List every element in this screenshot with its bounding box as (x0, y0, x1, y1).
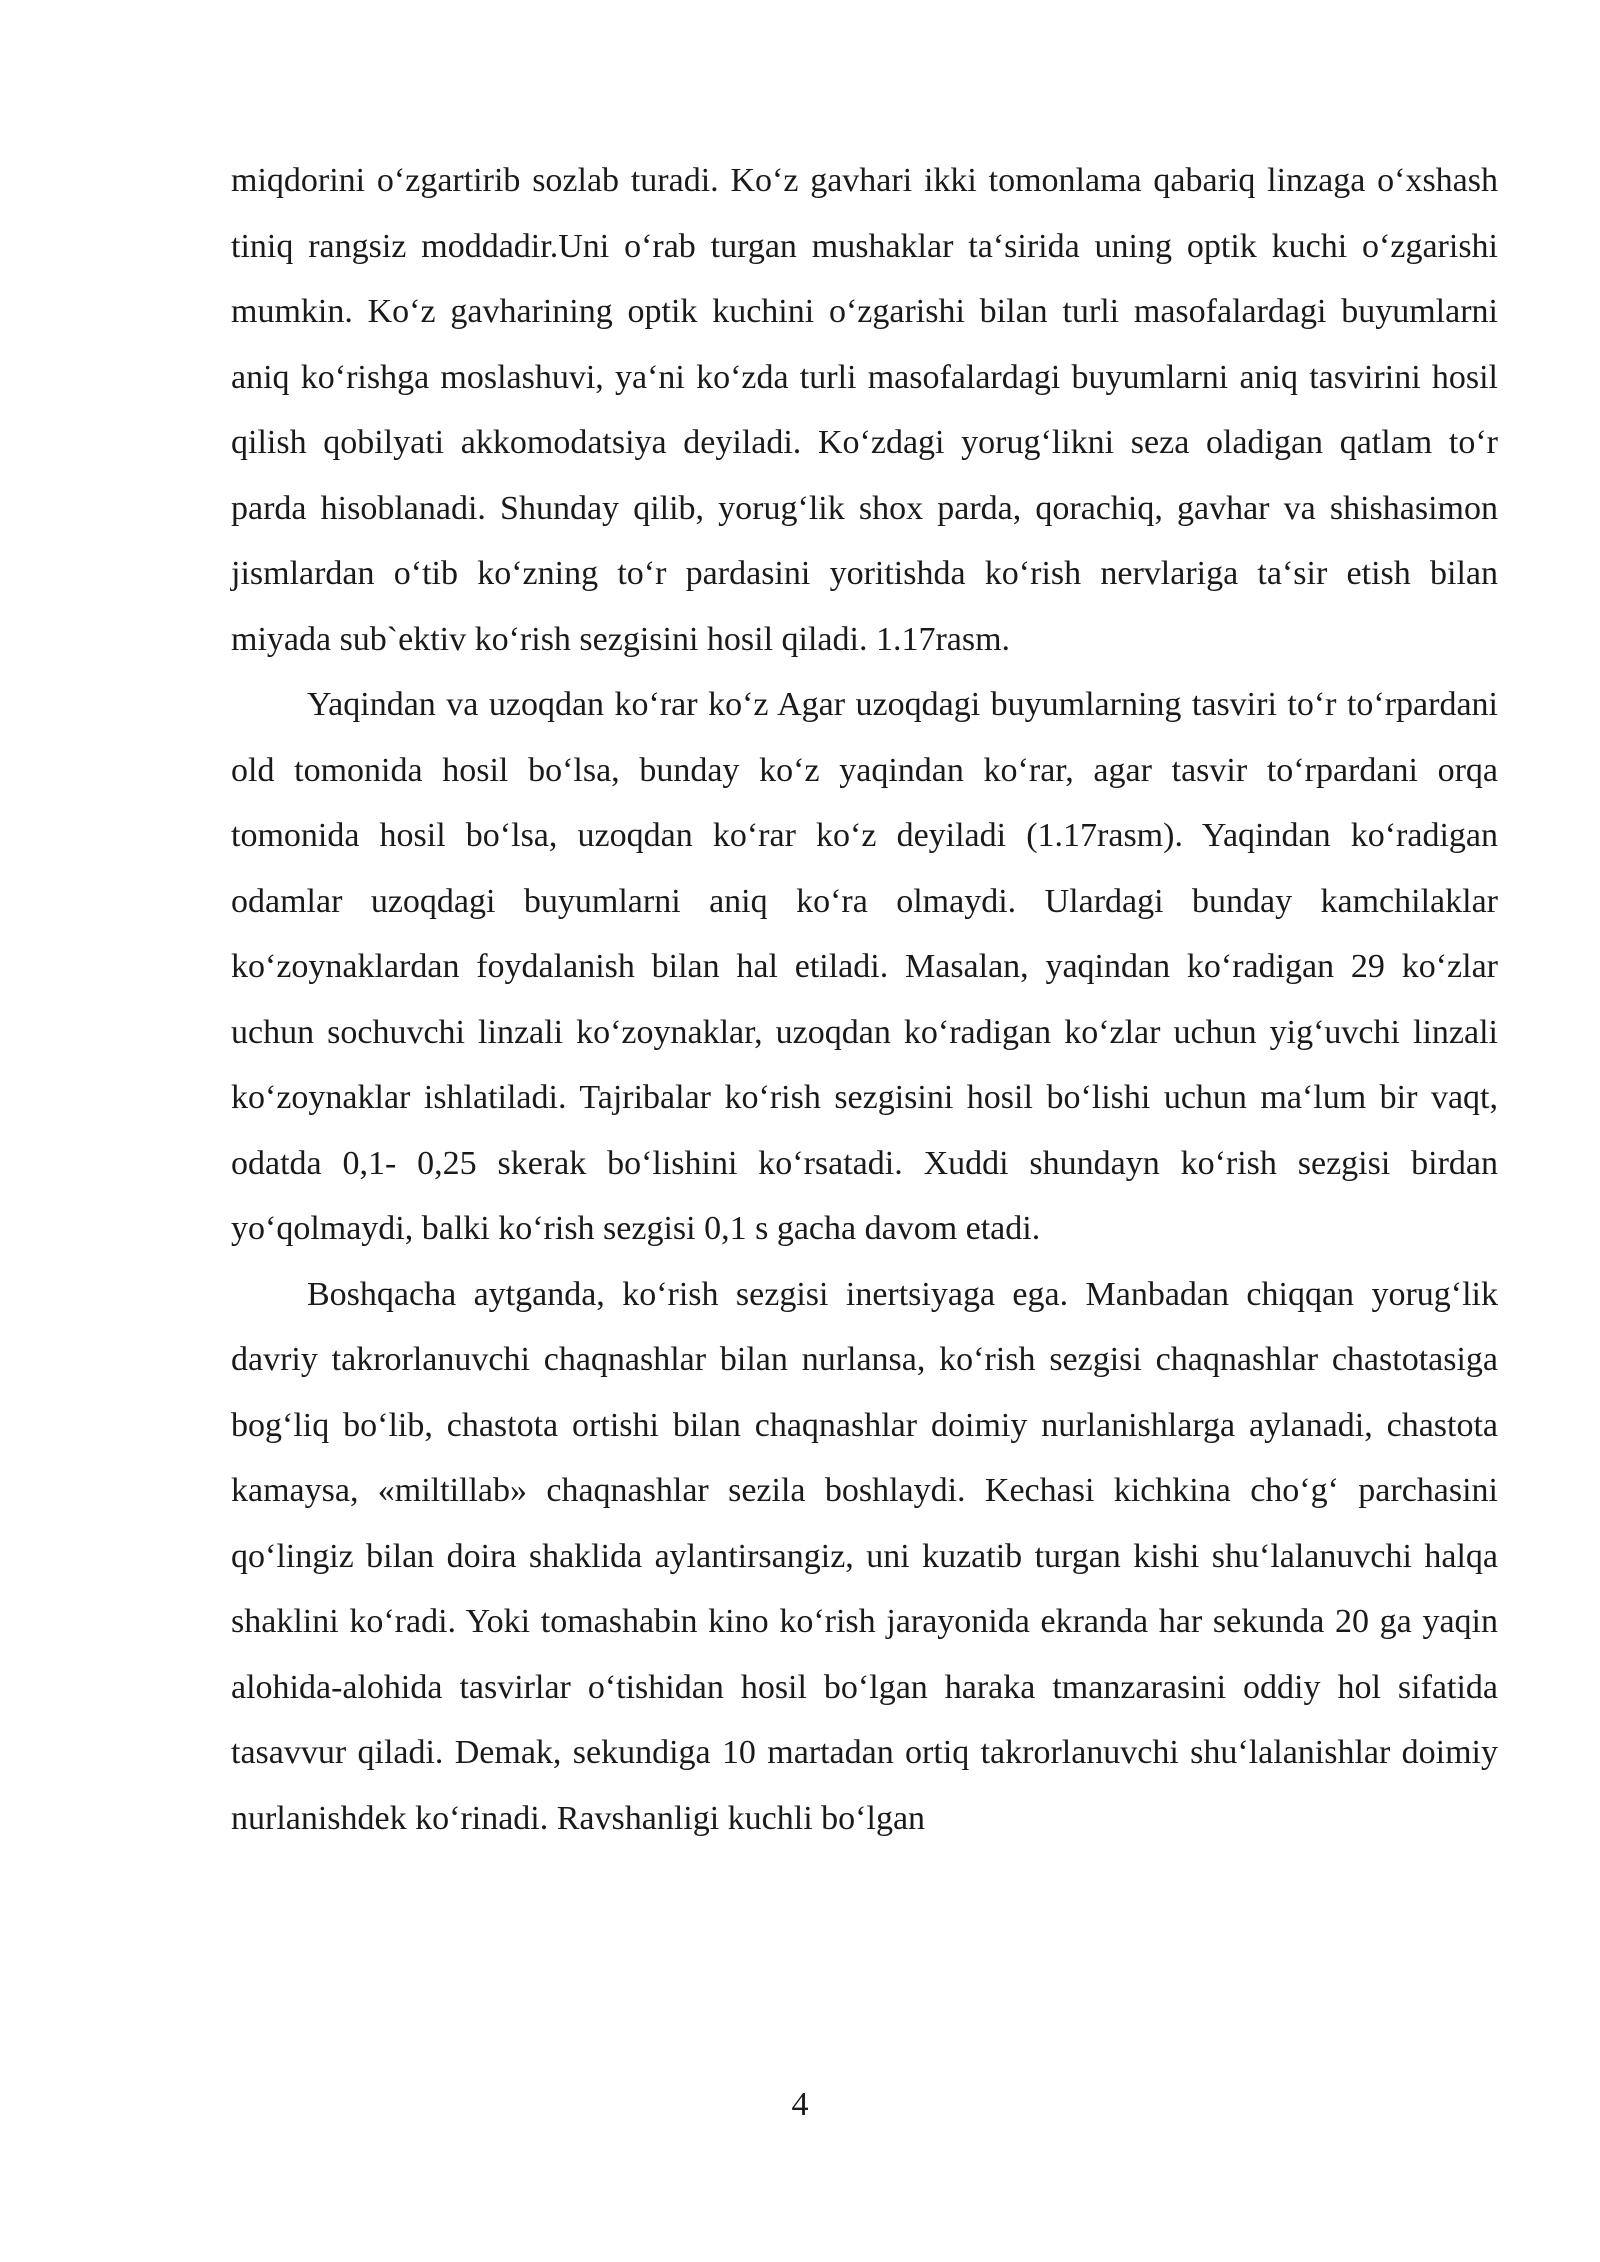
paragraph-1: miqdorini o‘zgartirib sozlab turadi. Ko‘z gavhari ikki tomonlama qabariq linzaga o‘xshash tiniq rangsiz moddadir.Uni o‘rab turgan mushaklar ta‘sirida uning optik kuchi o‘zgarishi mumkin. Ko‘z gavharining optik kuchini o‘zgarishi bilan turli masofalardagi buyumlarni aniq ko‘rishga moslashuvi, ya‘ni ko‘zda turli masofalardagi buyumlarni aniq tasvirini hosil qilish qobilyati akkomodatsiya deyiladi. Ko‘zdagi yorug‘likni seza oladigan qatlam to‘r parda hisoblanadi. Shunday qilib, yorug‘lik shox parda, qorachiq, gavhar va shishasimon jismlardan o‘tib ko‘zning to‘r pardasini yoritishda ko‘rish nervlariga ta‘sir etish bilan miyada sub`ektiv ko‘rish sezgisini hosil qiladi. 1.17rasm. (231, 162, 1498, 658)
paragraph-2: Yaqindan va uzoqdan ko‘rar ko‘z Agar uzoqdagi buyumlarning tasviri to‘r to‘rpardani old tomonida hosil bo‘lsa, bunday ko‘z yaqindan ko‘rar, agar tasvir to‘rpardani orqa tomonida hosil bo‘lsa, uzoqdan ko‘rar ko‘z deyiladi (1.17rasm). Yaqindan ko‘radigan odamlar uzoqdagi buyumlarni aniq ko‘ra olmaydi. Ulardagi bunday kamchilaklar ko‘zoynaklardan foydalanish bilan hal etiladi. Masalan, yaqindan ko‘radigan 29 ko‘zlar uchun sochuvchi linzali ko‘zoynaklar, uzoqdan ko‘radigan ko‘zlar uchun yig‘uvchi linzali ko‘zoynaklar ishlatiladi. Tajribalar ko‘rish sezgisini hosil bo‘lishi uchun ma‘lum bir vaqt, odatda 0,1- 0,25 skerak bo‘lishini ko‘rsatadi. Xuddi shundayn ko‘rish sezgisi birdan yo‘qolmaydi, balki ko‘rish sezgisi 0,1 s gacha davom etadi. (231, 686, 1498, 1247)
page-number: 4 (791, 2086, 809, 2123)
paragraph-3: Boshqacha aytganda, ko‘rish sezgisi inertsiyaga ega. Manbadan chiqqan yorug‘lik davriy takrorlanuvchi chaqnashlar bilan nurlansa, ko‘rish sezgisi chaqnashlar chastotasiga bog‘liq bo‘lib, chastota ortishi bilan chaqnashlar doimiy nurlanishlarga aylanadi, chastota kamaysa, «miltillab» chaqnashlar sezila boshlaydi. Kechasi kichkina cho‘g‘ parchasini qo‘lingiz bilan doira shaklida aylantirsangiz, uni kuzatib turgan kishi shu‘lalanuvchi halqa shaklini ko‘radi. Yoki tomashabin kino ko‘rish jarayonida ekranda har sekunda 20 ga yaqin alohida-alohida tasvirlar o‘tishidan hosil bo‘lgan haraka tmanzarasini oddiy hol sifatida tasavvur qiladi. Demak, sekundiga 10 martadan ortiq takrorlanuvchi shu‘lalanishlar doimiy nurlanishdek ko‘rinadi. Ravshanligi kuchli bo‘lgan (231, 1275, 1498, 1837)
body-text (231, 148, 1498, 1851)
